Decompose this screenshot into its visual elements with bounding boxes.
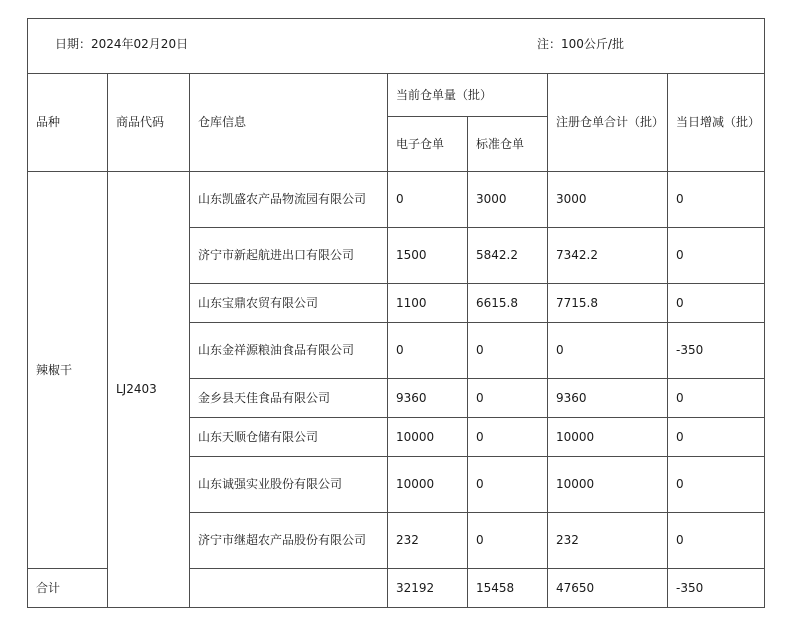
cell-change: 0 xyxy=(668,379,765,418)
cell-registered: 7342.2 xyxy=(548,228,668,284)
cell-standard: 0 xyxy=(468,323,548,379)
col-header-registered: 注册仓单合计（批） xyxy=(548,74,668,172)
cell-electronic: 0 xyxy=(388,323,468,379)
cell-standard: 5842.2 xyxy=(468,228,548,284)
cell-electronic: 9360 xyxy=(388,379,468,418)
cell-change: 0 xyxy=(668,284,765,323)
code-cell: LJ2403 xyxy=(108,172,190,608)
cell-standard: 0 xyxy=(468,457,548,513)
cell-change: -350 xyxy=(668,323,765,379)
cell-standard: 0 xyxy=(468,513,548,569)
cell-standard: 3000 xyxy=(468,172,548,228)
warrant-table xyxy=(27,18,765,608)
cell-registered: 0 xyxy=(548,323,668,379)
table-row xyxy=(28,172,765,228)
col-header-variety: 品种 xyxy=(28,74,108,172)
cell-standard: 0 xyxy=(468,418,548,457)
cell-standard: 6615.8 xyxy=(468,284,548,323)
col-header-warehouse: 仓库信息 xyxy=(190,74,388,172)
cell-electronic: 10000 xyxy=(388,457,468,513)
total-registered: 47650 xyxy=(548,569,668,608)
col-header-standard: 标准仓单 xyxy=(468,117,548,172)
cell-change: 0 xyxy=(668,418,765,457)
cell-registered: 10000 xyxy=(548,457,668,513)
total-change: -350 xyxy=(668,569,765,608)
cell-registered: 232 xyxy=(548,513,668,569)
cell-electronic: 232 xyxy=(388,513,468,569)
cell-change: 0 xyxy=(668,172,765,228)
cell-standard: 0 xyxy=(468,379,548,418)
report-date: 日期：2024年02月20日 xyxy=(55,37,189,51)
header-bar xyxy=(28,19,765,74)
total-warehouse-blank xyxy=(190,569,388,608)
unit-note: 注：100公斤/批 xyxy=(537,37,624,51)
cell-warehouse: 济宁市新起航进出口有限公司 xyxy=(190,228,388,284)
cell-electronic: 1500 xyxy=(388,228,468,284)
cell-warehouse: 济宁市继超农产品股份有限公司 xyxy=(190,513,388,569)
total-electronic: 32192 xyxy=(388,569,468,608)
cell-warehouse: 金乡县天佳食品有限公司 xyxy=(190,379,388,418)
col-header-electronic: 电子仓单 xyxy=(388,117,468,172)
cell-electronic: 0 xyxy=(388,172,468,228)
variety-cell: 辣椒干 xyxy=(28,172,108,569)
cell-warehouse: 山东金祥源粮油食品有限公司 xyxy=(190,323,388,379)
cell-warehouse: 山东宝鼎农贸有限公司 xyxy=(190,284,388,323)
cell-registered: 9360 xyxy=(548,379,668,418)
cell-warehouse: 山东诚强实业股份有限公司 xyxy=(190,457,388,513)
cell-warehouse: 山东凯盛农产品物流园有限公司 xyxy=(190,172,388,228)
cell-registered: 7715.8 xyxy=(548,284,668,323)
cell-change: 0 xyxy=(668,513,765,569)
total-label: 合计 xyxy=(28,569,108,608)
cell-electronic: 1100 xyxy=(388,284,468,323)
total-standard: 15458 xyxy=(468,569,548,608)
col-header-change: 当日增减（批） xyxy=(668,74,765,172)
cell-change: 0 xyxy=(668,228,765,284)
cell-electronic: 10000 xyxy=(388,418,468,457)
cell-warehouse: 山东天顺仓储有限公司 xyxy=(190,418,388,457)
col-header-current: 当前仓单量（批） xyxy=(388,74,548,117)
col-header-code: 商品代码 xyxy=(108,74,190,172)
cell-registered: 3000 xyxy=(548,172,668,228)
cell-change: 0 xyxy=(668,457,765,513)
cell-registered: 10000 xyxy=(548,418,668,457)
